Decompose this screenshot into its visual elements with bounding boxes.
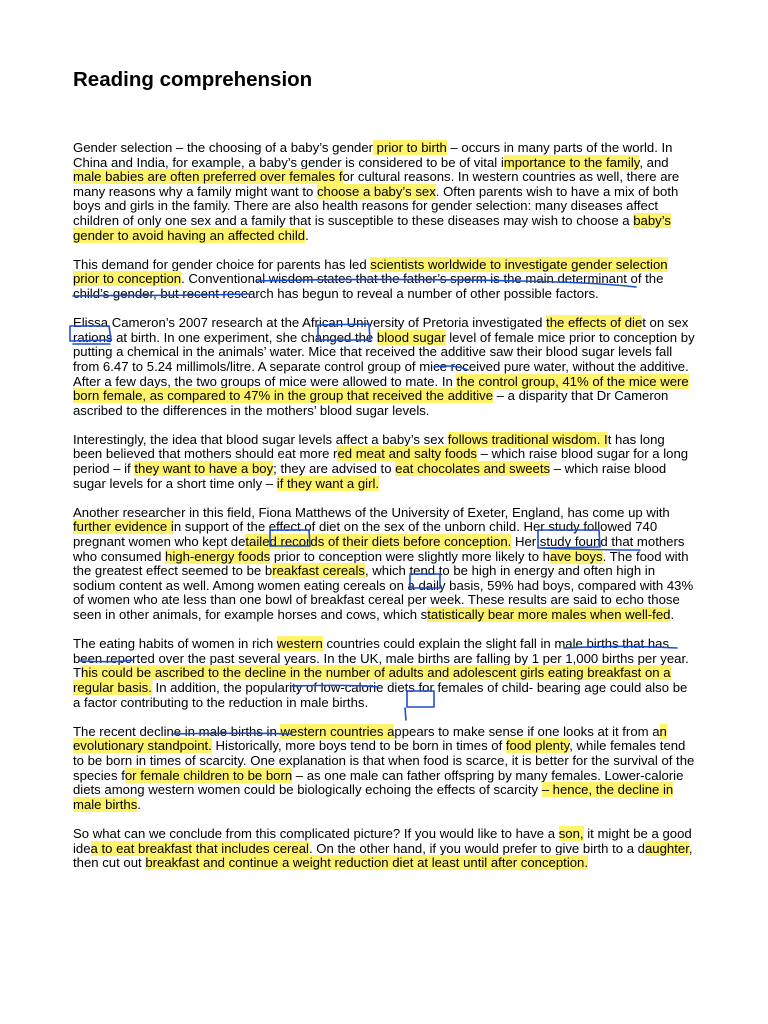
text-run: . On the other hand, if you would prefer to give birth to a d: [308, 840, 645, 856]
paragraph: [73, 827, 697, 871]
paragraph: [73, 433, 697, 491]
paragraph: [73, 258, 697, 302]
text-run: , then cut out: [73, 840, 693, 871]
text-run: The recent decline in male births in: [73, 723, 281, 739]
page-title: Reading comprehension: [73, 68, 313, 91]
text-run: – as one male can father offspring by many females. Lower-calorie diets among western women could be biologically echoing the effects of scarcity: [73, 767, 684, 798]
highlighted-text: eat chocolates and sweets: [395, 461, 551, 477]
text-run: .: [137, 796, 141, 812]
highlighted-text: son,: [558, 825, 584, 841]
paragraph: [73, 141, 697, 243]
highlighted-text: choose a baby’s sex: [316, 183, 436, 199]
text-run: . Conventional wisdom states that the father’s sperm is the main determinant of the child’s gender, but recent research has begun to reveal a number of other possible factors.: [73, 271, 664, 301]
text-run: Gender selection – the choosing of a baby’s gender: [73, 140, 374, 155]
highlighted-text: ave boys: [549, 548, 603, 564]
text-run: . The food with the greatest effect seemed to be b: [73, 548, 689, 579]
highlighted-text: further evidence i: [73, 519, 174, 535]
text-run: Another researcher in this field, Fiona Matthews of the University of Exeter, England, has come up with: [73, 504, 670, 520]
paragraph: [73, 506, 697, 623]
text-run: – occurs in many parts of the world. In China and India, for example, a baby’s gender is considered to be of vital i: [73, 140, 673, 170]
text-run: . Often parents wish to have a mix of both boys and girls in the family. There are also health reasons for gender selection: many diseases affect children of only one sex and a family that is susceptible to these diseases may wish to choose a: [73, 183, 679, 228]
text-run: .: [305, 227, 309, 243]
text-run: Elissa Cameron’s 2007 research at the African University of Pretoria investigated: [73, 315, 547, 331]
text-run: Historically, more boys tend to be born in times of: [211, 738, 506, 754]
text-run: ppears to make sense if one looks at it from a: [394, 723, 660, 739]
highlighted-text: follows traditional wisdom. I: [447, 431, 608, 447]
text-run: – which raise blood sugar levels for a short time only –: [73, 461, 667, 491]
text-run: or cultural reasons. In western countries as well, there are many reasons why a family might want to: [73, 169, 680, 199]
highlighted-text: n evolutionary standpoint.: [73, 723, 667, 754]
highlighted-text: the control group, 41% of the mice were born female, as compared to 47% in the group that received the additive: [73, 373, 689, 404]
text-run: This demand for gender choice for parents has led: [73, 256, 371, 272]
highlighted-text: western countries a: [280, 723, 395, 739]
text-run: Interestingly, the idea that blood sugar levels affect a baby’s sex: [73, 431, 448, 447]
text-run: , while females tend to be born in times of scarcity. One explanation is that when food is scarce, it is better for the survival of the species f: [73, 738, 695, 783]
text-run: .: [670, 607, 675, 622]
text-run: In addition, the popularity of low-calorie diets for females of child- bearing age could also be a factor contributing to the reduction in male births.: [73, 679, 688, 710]
text-run: ; they are advised to: [273, 461, 396, 477]
highlighted-text: tatistically bear more males when well-fed: [427, 607, 671, 622]
highlighted-text: the effects of die: [546, 315, 643, 331]
text-run: , and: [639, 154, 669, 170]
text-run: n support of the effect of diet on the sex of the unborn child. Her study followed 740 pregnant women who kept de: [73, 519, 658, 550]
highlighted-text: reakfast cereals: [272, 563, 365, 579]
highlighted-text: high-energy foods: [165, 548, 271, 564]
highlighted-text: tailed records of their diets before conception.: [245, 534, 512, 550]
text-run: , which tend to be high in energy and often high in sodium content as well. Among women eating cereals on a daily basis, 59% had boys, compared with 43% of women who ate less than one bowl of breakfast cereal per week. These results are said to echo those seen in other animals, for example horses and cows, which s: [73, 563, 694, 622]
paragraph: [73, 637, 697, 710]
highlighted-text: a to eat breakfast that includes cereal: [90, 840, 309, 856]
highlighted-text: they want to have a boy: [134, 461, 274, 477]
highlighted-text: blood sugar: [376, 329, 446, 345]
document-page: [73, 66, 697, 885]
highlighted-text: baby’s gender to avoid having an affected child: [73, 212, 671, 243]
text-run: – a disparity that Dr Cameron ascribed to the differences in the mothers’ blood sugar levels.: [73, 388, 669, 418]
highlighted-text: aughter: [645, 840, 689, 856]
highlighted-text: his could be ascribed to the decline in the number of adults and adolescent girls eating breakfast on a regular basis.: [73, 665, 671, 695]
highlighted-text: food plenty: [505, 738, 570, 754]
text-run: t has long been believed that mothers should eat more r: [73, 431, 665, 462]
highlighted-text: western: [276, 636, 323, 652]
text-run: level of female mice prior to conception by putting a chemical in the animals’ water. Mice that received the additive saw their blood sugar levels fall from 6.47 to 5.24 millimols/litre. A separate control group of mice received pure water, without the additive. After a few days, the two groups of mice were allowed to mate. In: [73, 329, 695, 389]
highlighted-text: scientists worldwide to investigate gender selection prior to conception: [73, 256, 668, 287]
article-body: [73, 141, 697, 871]
highlighted-text: ed meat and salty foods: [337, 446, 477, 462]
highlighted-text: male babies are often preferred over females f: [73, 169, 343, 185]
text-run: The eating habits of women in rich: [73, 636, 277, 652]
text-run: So what can we conclude from this complicated picture? If you would like to have a: [73, 825, 559, 841]
highlighted-text: mportance to the family: [503, 154, 640, 170]
highlighted-text: or female children to be born: [124, 767, 293, 783]
text-run: t on sex rations at birth. In one experiment, she changed the: [73, 315, 689, 345]
text-run: it might be a good ide: [73, 825, 692, 856]
highlighted-text: prior to birth: [373, 140, 447, 155]
highlighted-text: if they want a girl.: [276, 475, 380, 491]
paragraph: [73, 316, 697, 418]
highlighted-text: – hence, the decline in male births: [73, 782, 674, 812]
text-run: prior to conception were slightly more likely to h: [270, 548, 550, 564]
highlighted-text: breakfast and continue a weight reduction diet at least until after conception.: [145, 855, 589, 871]
text-run: – which raise blood sugar for a long period – if: [73, 446, 689, 477]
paragraph: [73, 725, 697, 813]
text-run: countries could explain the slight fall in male births that has been reported over the past several years. In the UK, male births are falling by 1 per 1,000 births per year. T: [73, 636, 689, 681]
text-run: Her study found that mothers who consumed: [73, 534, 685, 564]
